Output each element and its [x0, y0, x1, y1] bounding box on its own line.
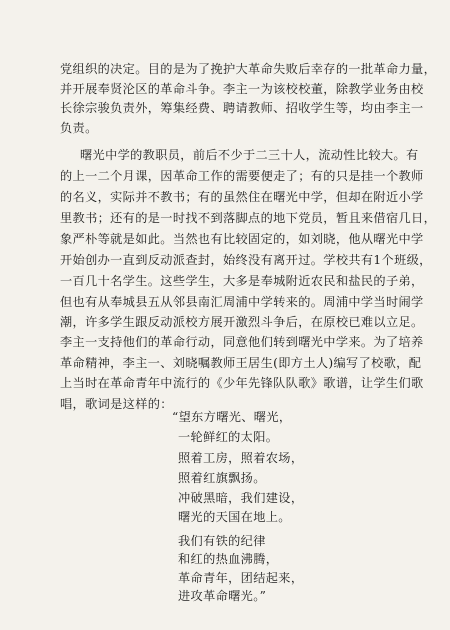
text-line: 党组织的决定。目的是为了挽护大革命失败后幸存的一批革命力量，: [60, 62, 437, 76]
poem-line: “望东方曙光、曙光，: [172, 410, 292, 424]
text-line: 的上一二个月课，因革命工作的需要便走了；有的只是挂一个教师: [60, 169, 424, 183]
poem-line: 冲破黑暗，我们建设，: [178, 491, 304, 505]
text-line: 唱，歌词是这样的：: [60, 397, 173, 411]
poem-line: 我们有铁的纪律: [178, 534, 266, 548]
text-line: 象严朴等就是如此。当然也有比较固定的，如刘晓，他从曙光中学: [60, 232, 424, 246]
text-line: 并开展奉贤沦区的革命斗争。李主一为该校校董，除教学业务由校: [60, 82, 424, 96]
text-line: 革命精神，李主一、刘晓嘱教师王居生(即方土人)编写了校歌，配: [60, 356, 422, 370]
poem-line: 进攻革命曙光。”: [178, 589, 267, 603]
text-line: 一百几十名学生。这些学生，大多是奉城附近农民和盐民的子弟，: [60, 274, 424, 288]
text-line: 但也有从奉城县五从邻县南汇周浦中学转来的。周浦中学当时闹学: [60, 295, 424, 309]
text-line: 里教书；还有的是一时找不到落脚点的地下党员，暂且来借宿几日，: [60, 211, 437, 225]
text-line: 的名义，实际并不教书；有的虽然住在曙光中学，但却在附近小学: [60, 190, 424, 204]
poem-line: 一轮鲜红的太阳。: [178, 430, 279, 444]
text-line: 开始创办一直到反动派查封，始终没有离开过。学校共有1个班级，: [60, 253, 432, 267]
text-line: 上当时在革命青年中流行的《少年先锋队队歌》歌谱，让学生们歌: [60, 376, 424, 390]
text-line: 潮，许多学生跟反动派校方展开激烈斗争后，在原校已难以立足。: [60, 315, 424, 329]
text-line: 负责。: [60, 121, 98, 135]
text-line: 长徐宗骏负责外，筹集经费、聘请教师、招收学生等，均由李主一: [60, 101, 424, 115]
text-line: 曙光中学的教职员，前后不少于二三十人，流动性比较大。有: [80, 148, 419, 162]
poem-line: 革命青年，团结起来，: [178, 571, 304, 585]
poem-line: 曙光的天国在地上。: [178, 510, 291, 524]
text-line: 李主一支持他们的革命行动，同意他们转到曙光中学来。为了培养: [60, 335, 424, 349]
poem-line: 和红的热血沸腾，: [178, 552, 279, 566]
poem-line: 照着红旗飘扬。: [178, 471, 266, 485]
poem-line: 照着工房，照着农场，: [178, 451, 304, 465]
